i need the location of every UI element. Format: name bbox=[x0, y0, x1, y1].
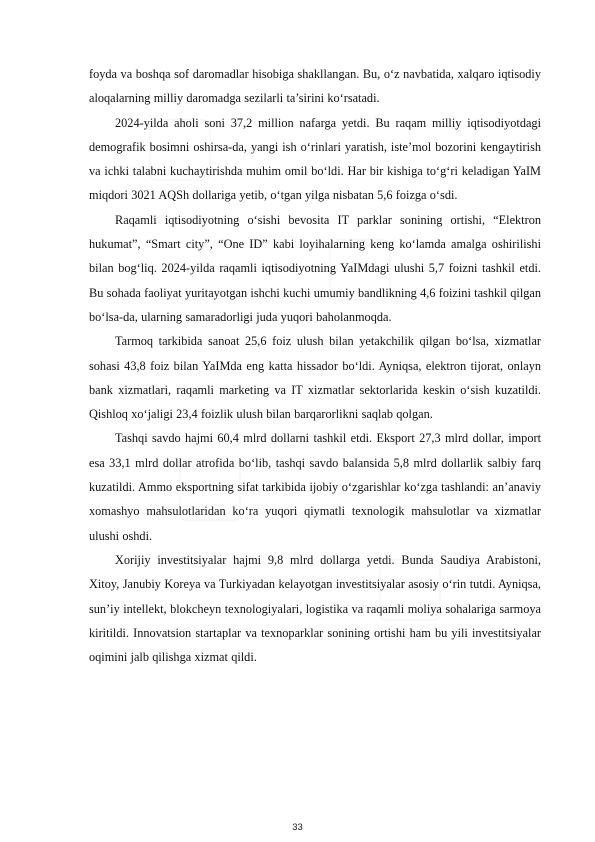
document-body bbox=[89, 62, 541, 669]
paragraph-sector-structure: Tarmoq tarkibida sanoat 25,6 foiz ulush bilan yetakchilik qilgan bo‘lsa, xizmatlar sohasi 43,8 foiz bilan YaIMda eng katta hissador bo‘ldi. Ayniqsa, elektron tijorat, onlayn bank xizmatlari, raqamli marketing va IT xizmatlar sektorlarida keskin o‘sish kuzatildi. Qishloq xo‘jaligi 23,4 foizlik ulush bilan barqarorlikni saqlab qolgan. bbox=[89, 334, 541, 422]
paragraph-population: 2024-yilda aholi soni 37,2 million nafarga yetdi. Bu raqam milliy iqtisodiyotdagi demografik bosimni oshirsa-da, yangi ish o‘rinlari yaratish, iste’mol bozorini kengaytirish va ichki talabni kuchaytirishda muhim omil bo‘ldi. Har bir kishiga to‘g‘ri keladigan YaIM miqdori 3021 AQSh dollariga yetib, o‘tgan yilga nisbatan 5,6 foizga o‘sdi. bbox=[89, 115, 541, 203]
paragraph-continuation: foyda va boshqa sof daromadlar hisobiga shakllangan. Bu, o‘z navbatida, xalqaro iqtisodiy aloqalarning milliy daromadga sezilarli ta’sirini ko‘rsatadi. bbox=[89, 67, 541, 106]
page-number: 33 bbox=[292, 822, 303, 833]
paragraph-digital-economy: Raqamli iqtisodiyotning o‘sishi bevosita IT parklar sonining ortishi, “Elektron hukumat”, “Smart city”, “One ID” kabi loyihalarning keng ko‘lamda amalga oshirilishi bilan bog‘liq. 2024-yilda raqamli iqtisodiyotning YaIMdagi ulushi 5,7 foizni tashkil etdi. Bu sohada faoliyat yuritayotgan ishchi kuchi umumiy bandlikning 4,6 foizini tashkil qilgan bo‘lsa-da, ularning samaradorligi juda yuqori baholanmoqda. bbox=[89, 212, 541, 324]
paragraph-foreign-trade: Tashqi savdo hajmi 60,4 mlrd dollarni tashkil etdi. Eksport 27,3 mlrd dollar, import esa 33,1 mlrd dollar atrofida bo‘lib, tashqi savdo balansida 5,8 mlrd dollarlik salbiy farq kuzatildi. Ammo eksportning sifat tarkibida ijobiy o‘zgarishlar ko‘zga tashlandi: an’anaviy xomashyo mahsulotlaridan ko‘ra yuqori qiymatli texnologik mahsulotlar va xizmatlar ulushi oshdi. bbox=[89, 431, 541, 543]
paragraph-foreign-investment: Xorijiy investitsiyalar hajmi 9,8 mlrd dollarga yetdi. Bunda Saudiya Arabistoni, Xitoy, Janubiy Koreya va Turkiyadan kelayotgan investitsiyalar asosiy o‘rin tutdi. Ayniqsa, sun’iy intellekt, blokcheyn texnologiyalari, logistika va raqamli moliya sohalariga sarmoya kiritildi. Innovatsion startaplar va texnoparklar sonining ortishi ham bu yili investitsiyalar oqimini jalb qilishga xizmat qildi. bbox=[89, 552, 541, 665]
